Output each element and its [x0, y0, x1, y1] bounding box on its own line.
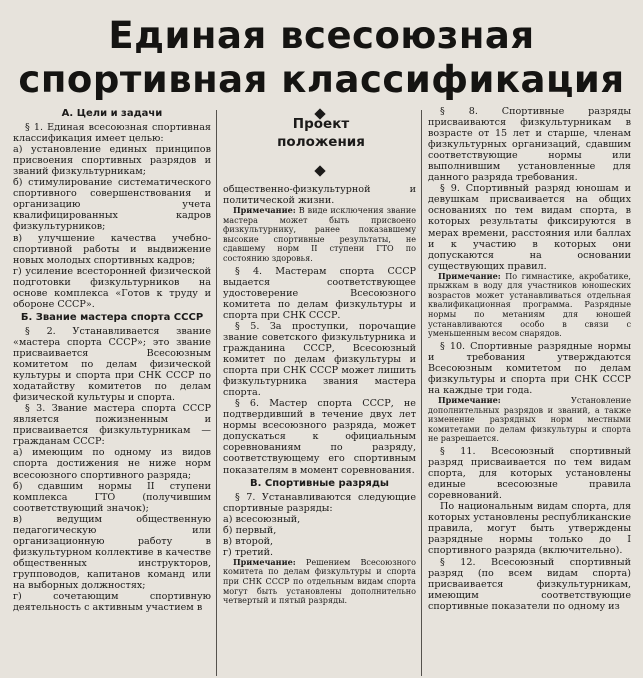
paragraph: § 12. Всесоюзный спортивный разряд (по всем видам спорта) присваивается физкультурникам, имеющим соответствующие спортивные показатели по одному из — [428, 556, 631, 612]
headline-line-2: спортивная классификация — [18, 58, 625, 101]
paragraph: а) установление единых принципов присвоения спортивных разрядов и званий физкультурникам; — [13, 144, 211, 178]
paragraph: § 2. Устанавливается звание «мастера спорта СССР»; это звание присваивается Всесоюзным комитетом по делам физической культуры и спорта при СНК СССР по ходатайству комитетов по делам физической культуры и спорта. — [13, 325, 211, 404]
column-right — [428, 106, 631, 612]
paragraph: § 10. Спортивные разрядные нормы и требования утверждаются Всесоюзным комитетом по делам физкультуры и спорта при СНК СССР на каждые три года. — [428, 340, 631, 397]
paragraph: а) имеющим по одному из видов спорта достижения не ниже норм всесоюзного спортивного разряда; — [13, 447, 211, 481]
list-item: г) третий. — [223, 546, 274, 558]
headline-line-1: Единая всесоюзная — [108, 14, 535, 57]
list-item: а) всесоюзный, — [223, 513, 301, 525]
note — [223, 206, 416, 264]
project-label-line-2: положения — [277, 134, 365, 150]
paragraph: § 5. За проступки, порочащие звание советского физкультурника и гражданина СССР, Всесоюзный комитет по делам физкультуры и спорта при СНК СССР может лишить физкультурника звания мастера спорта. — [223, 320, 416, 399]
note-text: Решением Всесоюзного комитета по делам физкультуры и спорта при СНК СССР по отдельным видам спорта могут быть установлены дополнительно четвертый и пятый разряды. — [223, 556, 416, 606]
paragraph: г) усиление всесторонней физической подготовки физкультурников на основе комплекса «Готов к труду и обороне СССР». — [13, 265, 211, 310]
note — [428, 272, 631, 339]
paragraph: общественно-физкультурной и политической жизни. — [223, 184, 416, 207]
column-divider-right — [421, 110, 422, 676]
section-heading-v: В. Спортивные разряды — [250, 477, 389, 489]
note-text: Установление дополнительных разрядов и званий, а также изменение разрядных норм местными комитетами по делам физкультуры и спорта не разрешается. — [428, 395, 631, 444]
paragraph: § 3. Звание мастера спорта СССР является пожизненным и присваивается физкультурникам — гражданам СССР: — [13, 403, 211, 448]
section-heading-a: А. Цели и задачи — [61, 108, 163, 119]
paragraph: § 7. Устанавливаются следующие спортивные разряды: — [223, 491, 416, 514]
column-left — [13, 106, 211, 613]
paragraph: По национальным видам спорта, для которых установлены республиканские правила, могут быть утверждены разрядные нормы только до I спортивного разряда (включительно). — [428, 501, 631, 557]
paragraph: б) сдавшим нормы II ступени комплекса ГТО (получившим соответствующий значок); — [13, 480, 211, 514]
paragraph: § 9. Спортивный разряд юношам и девушкам присваивается на общих основаниях по тем видам спорта, в которых результаты фиксируются в мерах времени, расстояния или баллах и к участию в которых они допускаются на основании существующих правил. — [428, 183, 631, 272]
paragraph: § 4. Мастерам спорта СССР выдается соответствующее удостоверение Всесоюзного комитета по делам физкультуры и спорта при СНК СССР. — [223, 265, 416, 321]
paragraph: г) сочетающим спортивную деятельность с активным участием в — [13, 591, 211, 614]
paragraph: § 1. Единая всесоюзная спортивная классификация имеет целью: — [13, 122, 211, 145]
column-middle — [223, 184, 416, 608]
paragraph: § 6. Мастер спорта СССР, не подтвердивший в течение двух лет нормы всесоюзного разряда, может допускаться к официальным соревнованиям по разряду, соответствующему его спортивным показателям в момент соревнования. — [223, 398, 416, 476]
column-divider-left — [216, 110, 217, 676]
paragraph: в) улучшение качества учебно-спортивной работы и выдвижение новых молодых спортивных кадров; — [13, 232, 211, 266]
paragraph: § 11. Всесоюзный спортивный разряд присваивается по тем видам спорта, для которых установлены единые всесоюзные правила соревнований. — [428, 446, 631, 502]
note-label: Примечание: — [438, 270, 501, 281]
diamond-ornament-bottom-icon — [314, 165, 325, 176]
list-item: б) первый, — [223, 524, 277, 536]
project-label — [226, 115, 416, 151]
note-label: Примечание: — [233, 205, 296, 216]
project-label-line-1: Проект — [292, 116, 350, 132]
section-heading-b: Б. Звание мастера спорта СССР — [20, 311, 204, 323]
paragraph: в) ведущим общественную педагогическую или организационную работу в физкультурном коллективе в качестве общественных инструкторов, групповодов, капитанов команд или на выборных должностях; — [13, 513, 211, 591]
list-item: в) второй, — [223, 535, 274, 547]
note — [428, 396, 631, 444]
paragraph: б) стимулирование систематического спортивного совершенствования и организацию учета квалифицированных кадров физкультурников; — [13, 177, 211, 233]
note-label: Примечание: — [438, 395, 501, 406]
paragraph: § 8. Спортивные разряды присваиваются физкультурникам в возрасте от 15 лет и старше, членам физкультурных организаций, сдавшим соответствующие нормы или выполнившим установленные для данного разряда требования. — [428, 106, 631, 184]
note-text: В виде исключения звание мастера может быть присвоено физкультурнику, ранее показавшему высокие спортивные результаты, не сдавшему норм II ступени ГТО по состоянию здоровья. — [223, 205, 416, 264]
note — [223, 558, 416, 606]
note-text: По гимнастике, акробатике, прыжкам в воду для участников юношеских возрастов может устанавливаться отдельная квалификационная программа. Разрядные нормы по метаниям для юношей устанавливаются особо в связи с уменьшенным весом снарядов. — [428, 270, 631, 339]
note-label: Примечание: — [233, 556, 296, 567]
